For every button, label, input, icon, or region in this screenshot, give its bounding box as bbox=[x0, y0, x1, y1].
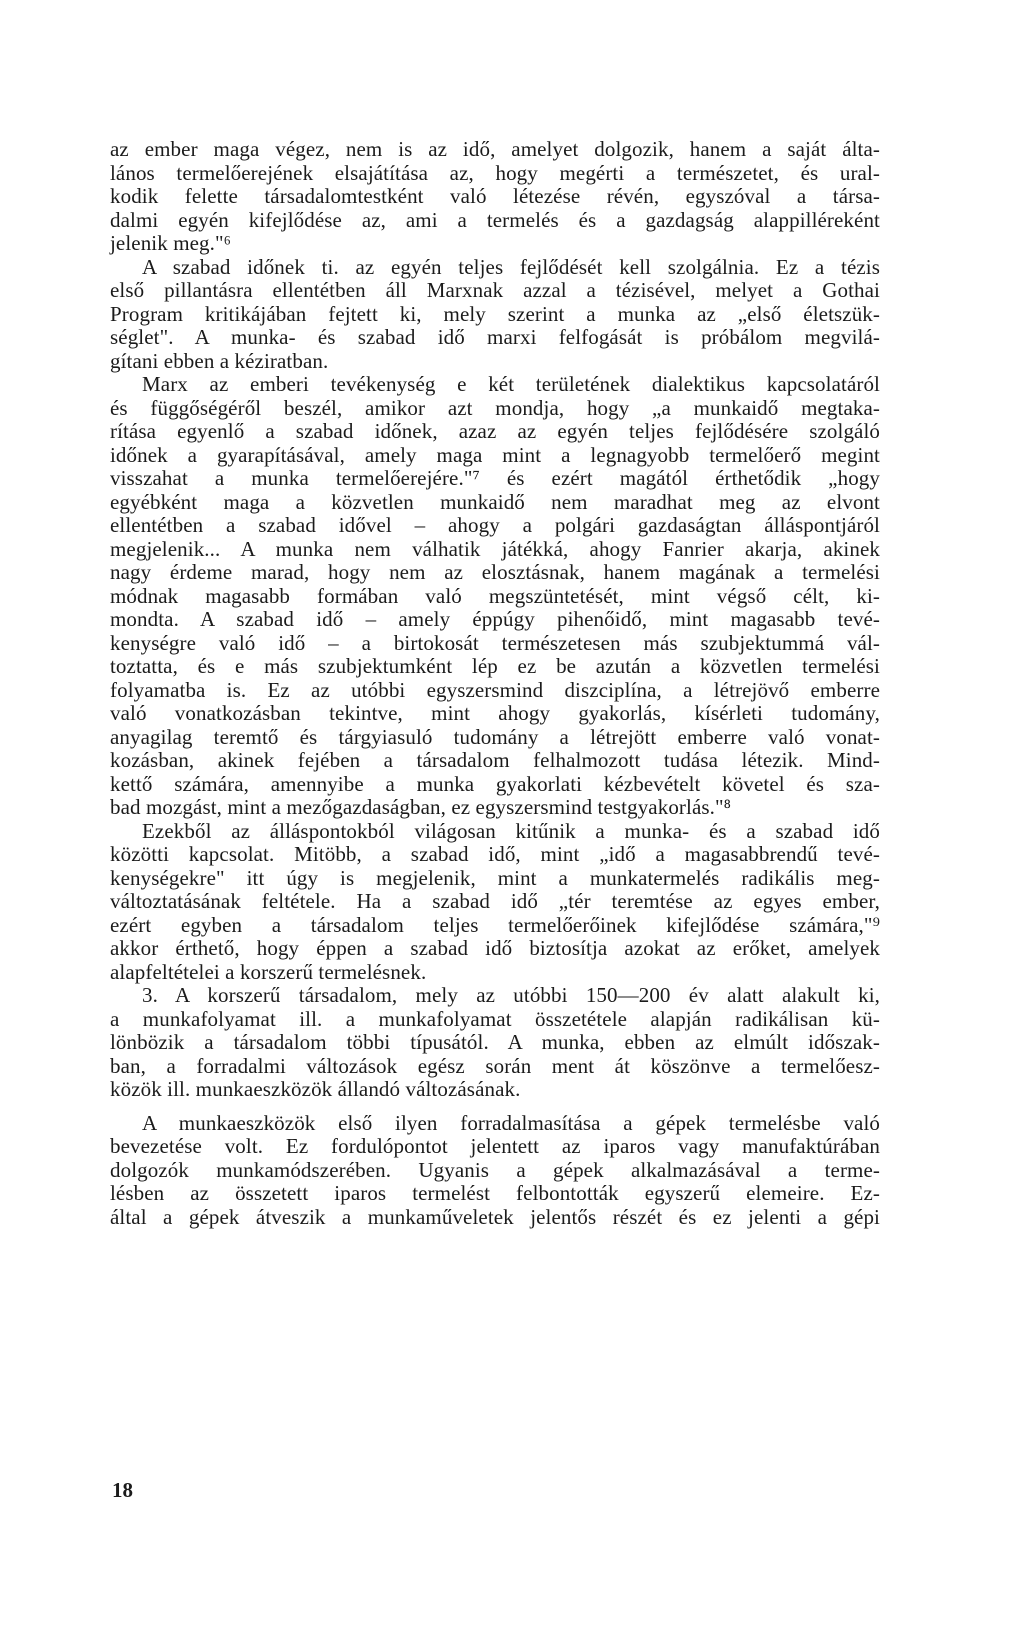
text-line: módnak magasabb formában való megszüntetését, mint végső célt, ki- bbox=[110, 583, 880, 608]
text-line: rítása egyenlő a szabad időnek, azaz az egyén teljes fejlődésére szolgáló bbox=[110, 419, 880, 443]
text-line: A munkaeszközök első ilyen forradalmasítása a gépek termelésbe való bbox=[142, 1110, 880, 1135]
text-line: való vonatkozásban tekintve, mint ahogy gyakorlás, kísérleti tudomány, bbox=[110, 701, 880, 725]
text-line: anyagilag teremtő és tárgyiasuló tudomány a létrejött emberre való vonat- bbox=[110, 724, 880, 749]
text-line: toztatta, és e más szubjektumként lép ez be azután a közvetlen termelési bbox=[110, 654, 880, 678]
text-line: a munkafolyamat ill. a munkafolyamat összetétele alapján radikálisan kü- bbox=[110, 1006, 880, 1031]
text-line: megjelenik... A munka nem válhatik játékká, ahogy Fanrier akarja, akinek bbox=[110, 536, 880, 561]
text-line: akkor érthető, hogy éppen a szabad idő biztosítja azokat az erőket, amelyek bbox=[110, 936, 880, 960]
text-line: dolgozók munkamódszerében. Ugyanis a gépek alkalmazásával a terme- bbox=[110, 1157, 880, 1182]
text-line: egyébként maga a közvetlen munkaidő nem maradhat meg az elvont bbox=[110, 489, 880, 514]
text-line: által a gépek átveszik a munkaműveletek jelentős részét és ez jelenti a gépi bbox=[110, 1204, 880, 1229]
text-line: ezért egyben a társadalom teljes termelőerőinek kifejlődése számára,"⁹ bbox=[110, 912, 880, 937]
text-line: közök ill. munkaeszközök állandó változásának. bbox=[110, 1077, 521, 1101]
text-line: 3. A korszerű társadalom, mely az utóbbi 150—200 év alatt alakult ki, bbox=[142, 983, 880, 1007]
text-line: Program kritikájában fejtett ki, mely szerint a munka az „első életszük- bbox=[110, 301, 880, 326]
text-line: lönbözik a társadalom többi típusától. A munka, ebben az elmúlt időszak- bbox=[110, 1030, 880, 1054]
text-line: Ezekből az álláspontokból világosan kitűnik a munka- és a szabad idő bbox=[142, 818, 880, 843]
text-line: az ember maga végez, nem is az idő, amelyet dolgozik, hanem a saját álta- bbox=[110, 137, 880, 161]
text-line: dalmi egyén kifejlődése az, ami a termelés és a gazdagság alappilléreként bbox=[110, 207, 880, 232]
text-line: első pillantásra ellentétben áll Marxnak azzal a tézisével, melyet a Gothai bbox=[110, 278, 880, 302]
text-line: ellentétben a szabad idővel – ahogy a polgári gazdaságtan álláspontjáról bbox=[110, 513, 880, 537]
text-line: folyamatba is. Ez az utóbbi egyszersmind diszciplína, a létrejövő emberre bbox=[110, 677, 880, 702]
text-line: visszahat a munka termelőerejére."⁷ és ezért magától érthetődik „hogy bbox=[110, 466, 880, 490]
text-line: kenységre való idő – a birtokosát természetesen más szubjektummá vál- bbox=[110, 630, 880, 655]
text-line: lános termelőerejének elsajátítása az, hogy megérti a természetet, és ural- bbox=[110, 160, 880, 185]
text-line: Marx az emberi tevékenység e két területének dialektikus kapcsolatáról bbox=[142, 372, 880, 396]
text-line: közötti kapcsolat. Mitöbb, a szabad idő, mint „idő a magasabbrendű tevé- bbox=[110, 842, 880, 866]
document-body bbox=[110, 138, 880, 1229]
text-line: lésben az összetett iparos termelést felbontották egyszerű elemeire. Ez- bbox=[110, 1181, 880, 1205]
text-line: bevezetése volt. Ez fordulópontot jelentett az iparos vagy manufaktúrában bbox=[110, 1134, 880, 1158]
text-line: időnek a gyarapításával, amely maga mint a legnagyobb termelőerő megint bbox=[110, 442, 880, 467]
text-line: kettő számára, amennyibe a munka gyakorlati kézbevételt követel és sza- bbox=[110, 771, 880, 796]
text-line: és függőségéről beszél, amikor azt mondja, hogy „a munkaidő megtaka- bbox=[110, 395, 880, 420]
text-line: jelenik meg."⁶ bbox=[110, 231, 232, 255]
text-line: mondta. A szabad idő – amely éppúgy pihenőidő, mint magasabb tevé- bbox=[110, 607, 880, 631]
text-line: gítani ebben a kéziratban. bbox=[110, 348, 329, 373]
text-line: bad mozgást, mint a mezőgazdaságban, ez egyszersmind testgyakorlás."⁸ bbox=[110, 795, 732, 819]
text-line: változtatásának feltétele. Ha a szabad idő „tér teremtése az egyes ember, bbox=[110, 889, 880, 913]
text-line: kenységekre" itt úgy is megjelenik, mint a munkatermelés radikális meg- bbox=[110, 865, 880, 890]
text-line: A szabad időnek ti. az egyén teljes fejlődését kell szolgálnia. Ez a tézis bbox=[142, 254, 880, 279]
text-line: kozásban, akinek fejében a társadalom felhalmozott tudása létezik. Mind- bbox=[110, 748, 880, 772]
text-line: nagy érdeme marad, hogy nem az elosztásnak, hanem magának a termelési bbox=[110, 560, 880, 584]
text-line: ban, a forradalmi változások egész során ment át köszönve a termelőesz- bbox=[110, 1053, 880, 1078]
text-line: kodik felette társadalomtestként való létezése révén, egyszóval a társa- bbox=[110, 184, 880, 208]
text-line: alapfeltételei a korszerű termelésnek. bbox=[110, 959, 427, 984]
page-number: 18 bbox=[112, 1478, 133, 1502]
text-line: séglet". A munka- és szabad idő marxi felfogását is próbálom megvilá- bbox=[110, 325, 880, 349]
